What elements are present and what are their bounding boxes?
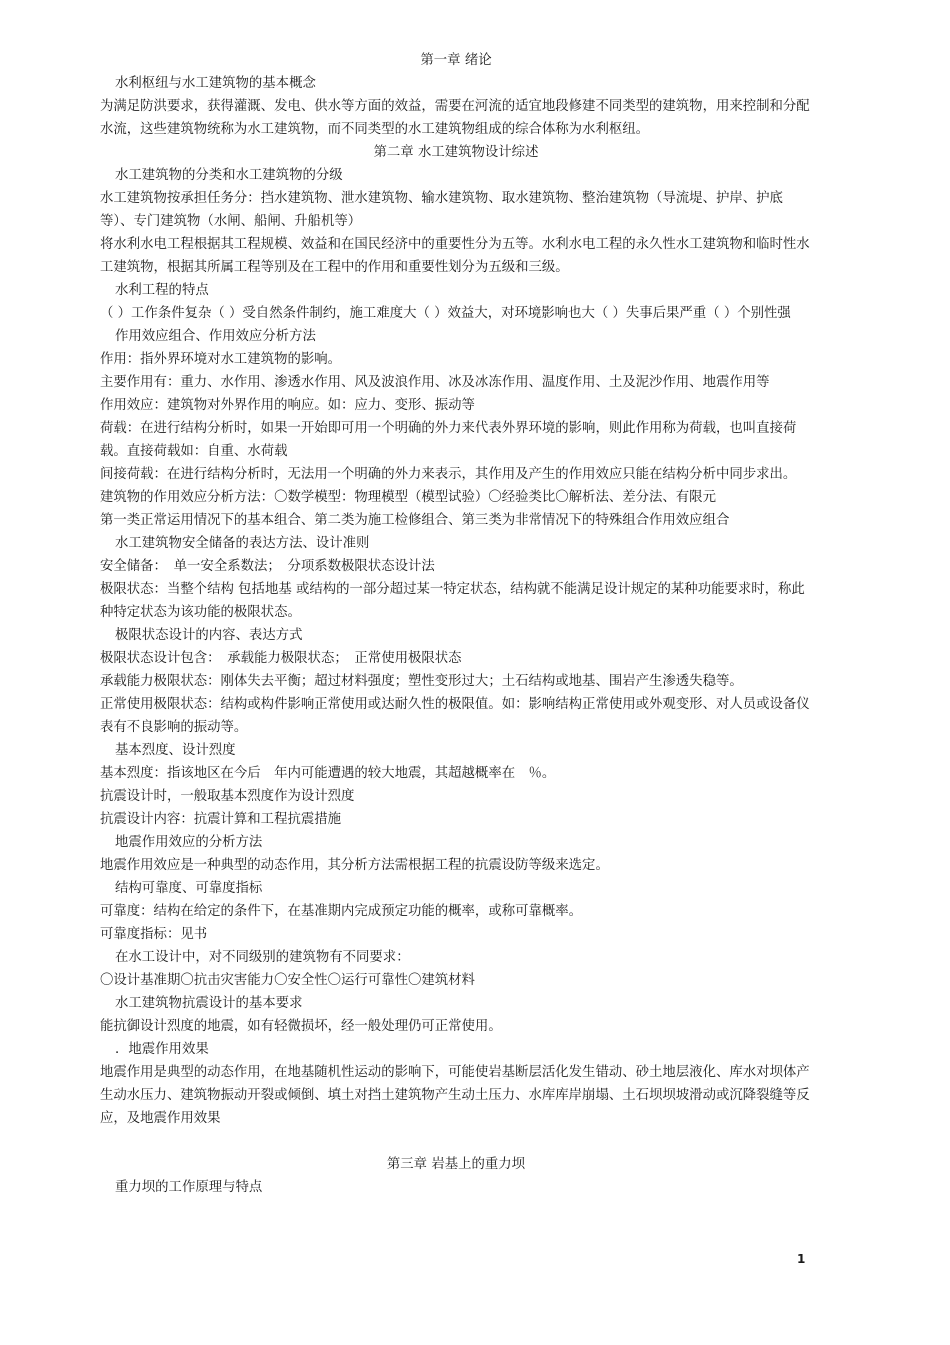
section-heading: 地震作用效应的分析方法 <box>115 835 263 850</box>
paragraph: 能抗御设计烈度的地震，如有轻微损坏，经一般处理仍可正常使用。 <box>100 1019 502 1034</box>
paragraph: 作用：指外界环境对水工建筑物的影响。 <box>100 352 342 367</box>
paragraph: 基本烈度：指该地区在今后 年内可能遭遇的较大地震，其超越概率在 ％。 <box>100 766 556 781</box>
paragraph: 建筑物的作用效应分析方法：〇数学模型：物理模型（模型试验）〇经验类比〇解析法、差分法、有限元 <box>100 490 716 505</box>
section-heading: 重力坝的工作原理与特点 <box>115 1180 263 1195</box>
paragraph: 为满足防洪要求，获得灌溉、发电、供水等方面的效益，需要在河流的适宜地段修建不同类型的建筑物，用来控制和分配水流，这些建筑物统称为水工建筑物，而不同类型的水工建筑物组成的综合体称为水利枢纽。 <box>100 99 810 137</box>
document-body <box>100 49 812 1199</box>
paragraph: 主要作用有：重力、水作用、渗透水作用、风及波浪作用、冰及冰冻作用、温度作用、土及泥沙作用、地震作用等 <box>100 375 770 390</box>
paragraph: 〇设计基准期〇抗击灾害能力〇安全性〇运行可靠性〇建筑材料 <box>100 973 475 988</box>
paragraph: 将水利水电工程根据其工程规模、效益和在国民经济中的重要性分为五等。水利水电工程的永久性水工建筑物和临时性水工建筑物，根据其所属工程等别及在工程中的作用和重要性划分为五级和三级。 <box>100 237 810 275</box>
spacer <box>100 1130 812 1153</box>
paragraph: 作用效应：建筑物对外界作用的响应。如：应力、变形、振动等 <box>100 398 475 413</box>
section-heading: 基本烈度、设计烈度 <box>115 743 236 758</box>
paragraph: 间接荷载：在进行结构分析时，无法用一个明确的外力来表示，其作用及产生的作用效应只能在结构分析中同步求出。 <box>100 467 797 482</box>
paragraph: 水工建筑物按承担任务分：挡水建筑物、泄水建筑物、输水建筑物、取水建筑物、整治建筑物（导流堤、护岸、护底等）、专门建筑物（水闸、船闸、升船机等） <box>100 191 783 229</box>
paragraph: 承载能力极限状态：刚体失去平衡；超过材料强度；塑性变形过大；土石结构或地基、围岩产生渗透失稳等。 <box>100 674 743 689</box>
page-number: 1 <box>797 1252 806 1266</box>
section-heading: 结构可靠度、可靠度指标 <box>115 881 263 896</box>
section-heading: 极限状态设计的内容、表达方式 <box>115 628 303 643</box>
paragraph: 正常使用极限状态：结构或构件影响正常使用或达耐久性的极限值。如：影响结构正常使用或外观变形、对人员或设备仪表有不良影响的振动等。 <box>100 697 810 735</box>
paragraph: 荷载：在进行结构分析时，如果一开始即可用一个明确的外力来代表外界环境的影响，则此作用称为荷载，也叫直接荷载。直接荷载如：自重、水荷载 <box>100 421 797 459</box>
paragraph: （ ）工作条件复杂（ ）受自然条件制约，施工难度大（ ）效益大，对环境影响也大（ ）失事后果严重（ ）个别性强 <box>100 306 791 321</box>
section-heading: 水利枢纽与水工建筑物的基本概念 <box>115 76 316 91</box>
section-heading: 水利工程的特点 <box>115 283 209 298</box>
section-heading: 在水工设计中，对不同级别的建筑物有不同要求： <box>115 950 410 965</box>
paragraph: 极限状态设计包含： 承载能力极限状态； 正常使用极限状态 <box>100 651 462 666</box>
section-heading: ．地震作用效果 <box>115 1042 209 1057</box>
section-heading: 水工建筑物安全储备的表达方法、设计准则 <box>115 536 370 551</box>
paragraph: 抗震设计时，一般取基本烈度作为设计烈度 <box>100 789 355 804</box>
section-heading: 水工建筑物抗震设计的基本要求 <box>115 996 303 1011</box>
paragraph: 地震作用效应是一种典型的动态作用，其分析方法需根据工程的抗震设防等级来选定。 <box>100 858 609 873</box>
section-heading: 水工建筑物的分类和水工建筑物的分级 <box>115 168 343 183</box>
section-heading: 作用效应组合、作用效应分析方法 <box>115 329 316 344</box>
chapter-1-title: 第一章 绪论 <box>420 53 492 68</box>
paragraph: 可靠度：结构在给定的条件下，在基准期内完成预定功能的概率，或称可靠概率。 <box>100 904 583 919</box>
paragraph: 可靠度指标：见书 <box>100 927 208 942</box>
paragraph: 极限状态：当整个结构 包括地基 或结构的一部分超过某一特定状态，结构就不能满足设计规定的某种功能要求时，称此种特定状态为该功能的极限状态。 <box>100 582 805 620</box>
paragraph: 第一类正常运用情况下的基本组合、第二类为施工检修组合、第三类为非常情况下的特殊组合作用效应组合 <box>100 513 730 528</box>
chapter-3-title: 第三章 岩基上的重力坝 <box>386 1157 526 1172</box>
paragraph: 安全储备： 单一安全系数法； 分项系数极限状态设计法 <box>100 559 435 574</box>
paragraph: 地震作用是典型的动态作用，在地基随机性运动的影响下，可能使岩基断层活化发生错动、砂土地层液化、库水对坝体产生动水压力、建筑物振动开裂或倾倒、填土对挡土建筑物产生动土压力、水库库岸崩塌、土石坝坝坡滑动或沉降裂缝等反应，及地震作用效果 <box>100 1065 810 1126</box>
paragraph: 抗震设计内容：抗震计算和工程抗震措施 <box>100 812 342 827</box>
chapter-2-title: 第二章 水工建筑物设计综述 <box>373 145 539 160</box>
